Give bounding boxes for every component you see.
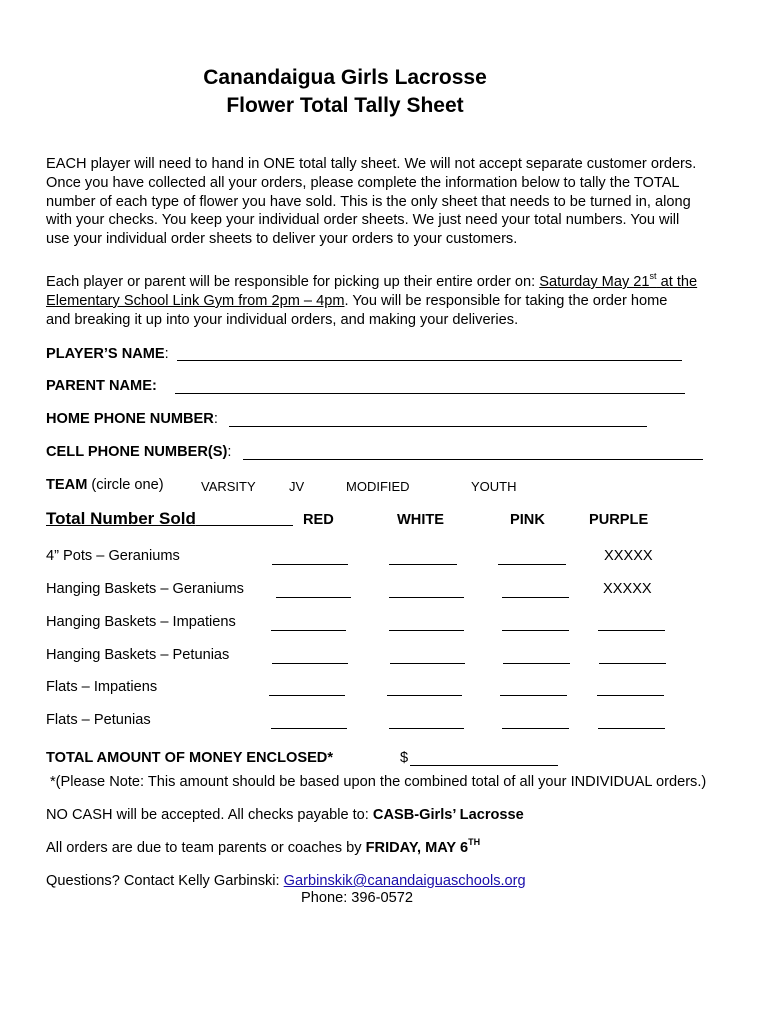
cash-note: NO CASH will be accepted. All checks payable to: CASB-Girls’ Lacrosse — [46, 807, 524, 823]
row-label: Hanging Baskets – Geraniums — [46, 581, 244, 597]
row-label: 4” Pots – Geraniums — [46, 548, 180, 564]
intro-line: with your checks. You keep your individual order sheets. We just need your total numbers. You will — [46, 212, 680, 229]
parent-name-field[interactable] — [175, 393, 685, 394]
contact-phone: Phone: 396-0572 — [301, 890, 413, 906]
cell-blank[interactable] — [389, 597, 464, 598]
pickup-text-2: . You will be responsible for taking the order home — [344, 292, 668, 309]
payee: CASB-Girls’ Lacrosse — [372, 807, 524, 823]
intro-line: Once you have collected all your orders, please complete the information below to tally the TOTAL — [46, 174, 680, 191]
column-header-white: WHITE — [397, 512, 445, 528]
cell-blank[interactable] — [500, 695, 567, 696]
cell-blank[interactable] — [272, 663, 348, 664]
column-header-red: RED — [303, 512, 334, 528]
page-subtitle: Flower Total Tally Sheet — [226, 94, 464, 117]
column-header-pink: PINK — [510, 512, 545, 528]
due-note: All orders are due to team parents or coaches by FRIDAY, MAY 6TH — [46, 837, 481, 856]
player-name-label: PLAYER’S NAME: — [46, 346, 169, 362]
parent-name-label: PARENT NAME: — [46, 378, 157, 394]
team-option-varsity[interactable]: VARSITY — [201, 479, 256, 494]
home-phone-label: HOME PHONE NUMBER: — [46, 411, 218, 427]
cell-blank[interactable] — [389, 630, 464, 631]
cell-phone-label: CELL PHONE NUMBER(S): — [46, 444, 232, 460]
pickup-text: Each player or parent will be responsible for picking up their entire order on: — [46, 274, 540, 290]
intro-paragraph — [46, 155, 696, 249]
row-label: Flats – Petunias — [46, 712, 151, 728]
cell-blank[interactable] — [598, 728, 665, 729]
team-option-youth[interactable]: YOUTH — [471, 479, 517, 494]
row-label: Hanging Baskets – Impatiens — [46, 614, 236, 630]
row-label: Hanging Baskets – Petunias — [46, 647, 230, 663]
cell-blank[interactable] — [502, 728, 569, 729]
pickup-text-3: and breaking it up into your individual orders, and making your deliveries. — [46, 311, 519, 328]
cell-blank[interactable] — [387, 695, 462, 696]
cell-blank[interactable] — [272, 564, 348, 565]
pickup-paragraph — [46, 273, 697, 329]
team-option-modified[interactable]: MODIFIED — [346, 479, 410, 494]
cell-blank[interactable] — [502, 630, 569, 631]
total-money-field[interactable] — [410, 765, 558, 766]
cell-blank[interactable] — [269, 695, 345, 696]
cell-blank[interactable] — [502, 597, 569, 598]
cell-blank[interactable] — [598, 630, 665, 631]
team-label: TEAM (circle one) — [46, 477, 164, 493]
total-note: *(Please Note: This amount should be based upon the combined total of all your INDIVIDUAL orders.) — [50, 774, 707, 790]
column-header-purple: PURPLE — [589, 512, 649, 528]
cell-phone-field[interactable] — [243, 459, 703, 460]
due-date: FRIDAY, MAY 6TH — [365, 837, 481, 856]
cell-blank[interactable] — [389, 564, 457, 565]
intro-line: number of each type of flower you have sold. This is the only sheet that needs to be turned in, along — [46, 193, 691, 210]
page-title: Canandaigua Girls Lacrosse — [203, 66, 487, 89]
cell-blank[interactable] — [276, 597, 351, 598]
cell-blank[interactable] — [390, 663, 465, 664]
home-phone-field[interactable] — [229, 426, 647, 427]
cell-blank[interactable] — [271, 630, 346, 631]
cell-blank[interactable] — [599, 663, 666, 664]
cell-blank[interactable] — [389, 728, 464, 729]
email-link[interactable]: Garbinskik@canandaiguaschools.org — [283, 873, 526, 889]
intro-line: use your individual order sheets to deliver your orders to your customers. — [46, 231, 518, 248]
contact-line: Questions? Contact Kelly Garbinski: Garbinskik@canandaiguaschools.org — [46, 873, 526, 889]
cell-blank[interactable] — [271, 728, 347, 729]
player-name-field[interactable] — [177, 360, 682, 361]
table-heading: Total Number Sold — [46, 509, 293, 529]
cell-na: XXXXX — [603, 581, 652, 597]
cell-blank[interactable] — [498, 564, 566, 565]
dollar-sign: $ — [400, 750, 409, 766]
pickup-date: Saturday May 21st at the — [539, 271, 698, 290]
cell-blank[interactable] — [503, 663, 570, 664]
row-label: Flats – Impatiens — [46, 679, 158, 695]
cell-na: XXXXX — [604, 548, 653, 564]
team-option-jv[interactable]: JV — [289, 479, 305, 494]
pickup-location: Elementary School Link Gym from 2pm – 4pm — [46, 292, 345, 309]
intro-line: EACH player will need to hand in ONE total tally sheet. We will not accept separate customer orders. — [46, 156, 697, 172]
cell-blank[interactable] — [597, 695, 664, 696]
total-money-label: TOTAL AMOUNT OF MONEY ENCLOSED* — [46, 750, 334, 766]
